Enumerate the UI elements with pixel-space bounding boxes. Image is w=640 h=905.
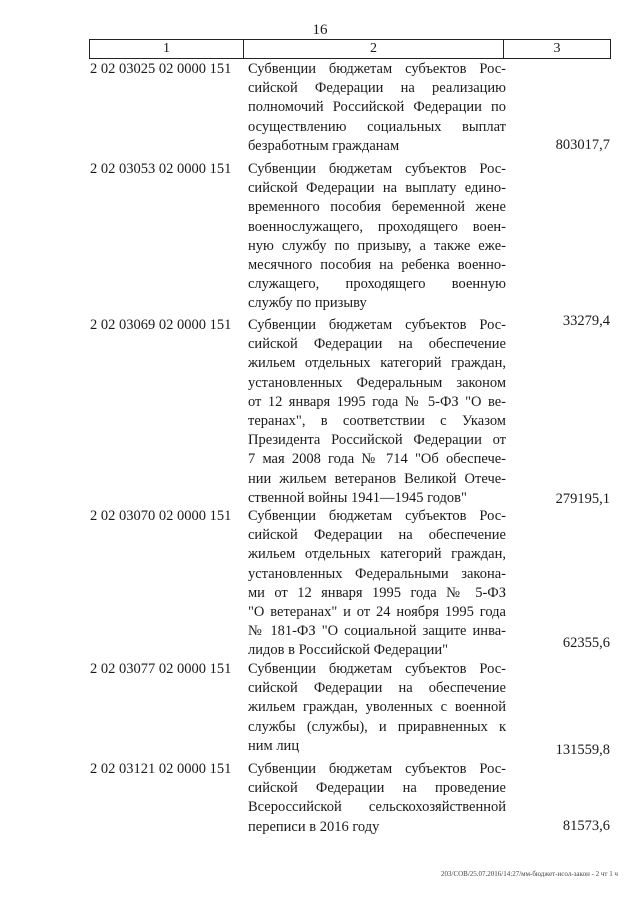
row-amount: 279195,1: [555, 491, 610, 507]
description-line: теранах", в соответствии с Указом: [248, 413, 506, 430]
description-line: ми от 12 января 1995 года № 5-ФЗ: [248, 584, 506, 601]
row-description: [248, 160, 506, 314]
budget-code: 2 02 03025 02 0000 151: [90, 61, 232, 77]
row-amount: 33279,4: [562, 313, 610, 329]
budget-code: 2 02 03069 02 0000 151: [90, 317, 232, 333]
description-line: Всероссийской сельскохозяйственной: [248, 799, 506, 816]
description-line: Субвенции бюджетам субъектов Рос-: [248, 661, 506, 677]
description-line: нии жильем ветеранов Великой Отече-: [248, 470, 506, 487]
description-line: ственной войны 1941—1945 годов": [248, 489, 467, 506]
description-line: Субвенции бюджетам субъектов Рос-: [248, 508, 506, 524]
row-amount: 81573,6: [562, 818, 610, 834]
description-line: Президента Российской Федерации от: [248, 432, 506, 449]
row-description: [248, 507, 506, 661]
description-line: ную службу по призыву, а также ежe-: [248, 237, 506, 254]
description-line: жильем отдельных категорий граждан,: [248, 355, 506, 372]
row-description: [248, 60, 506, 156]
description-line: сийской Федерации на обеспечение: [248, 680, 506, 697]
budget-code: 2 02 03070 02 0000 151: [90, 508, 232, 524]
description-line: жильем граждан, уволенных с военной: [248, 699, 506, 716]
row-amount: 131559,8: [555, 742, 610, 758]
description-line: месячного пособия на ребенка военно-: [248, 257, 506, 274]
description-line: жильем отдельных категорий граждан,: [248, 546, 506, 563]
header-col-3: 3: [553, 41, 561, 56]
row-amount: 62355,6: [562, 635, 610, 651]
description-line: осуществлению социальных выплат: [248, 118, 506, 135]
description-line: от 12 января 1995 года № 5-ФЗ "О ве-: [248, 393, 506, 410]
description-line: "О ветеранах" и от 24 ноября 1995 года: [248, 604, 506, 621]
description-line: полномочий Российской Федерации по: [248, 99, 506, 116]
description-line: сийской Федерации на обеспечение: [248, 336, 506, 353]
footer-document-mark: 203/СОВ/25.07.2016/14:27/мм-бюджет-исол-закон - 2 чт 1 ч: [441, 870, 618, 878]
description-line: военнослужащего, проходящего воен-: [248, 218, 506, 235]
row-description: [248, 316, 506, 508]
description-line: Субвенции бюджетам субъектов Рос-: [248, 761, 506, 777]
description-line: сийской Федерации на проведение: [248, 780, 506, 797]
table-header: [89, 39, 611, 59]
row-description: [248, 660, 506, 756]
budget-code: 2 02 03077 02 0000 151: [90, 661, 232, 677]
page-number: 16: [312, 22, 328, 38]
header-col-1: 1: [90, 40, 244, 58]
description-line: ним лиц: [248, 737, 300, 754]
header-col-2: 2: [244, 40, 504, 58]
description-line: службу по призыву: [248, 295, 367, 312]
budget-code: 2 02 03121 02 0000 151: [90, 761, 232, 777]
description-line: Субвенции бюджетам субъектов Рос-: [248, 317, 506, 333]
description-line: временного пособия беременной жене: [248, 199, 506, 216]
description-line: № 181-ФЗ "О социальной защите инва-: [248, 623, 506, 640]
description-line: переписи в 2016 году: [248, 818, 380, 835]
description-line: служащего, проходящего военную: [248, 276, 506, 293]
description-line: установленных Федеральными закона-: [248, 565, 506, 582]
row-amount: 803017,7: [555, 137, 610, 153]
description-line: установленных Федеральным законом: [248, 374, 506, 391]
description-line: сийской Федерации на обеспечение: [248, 527, 506, 544]
description-line: сийской Федерации на реализацию: [248, 80, 506, 97]
description-line: безработным гражданам: [248, 137, 400, 154]
description-line: Субвенции бюджетам субъектов Рос-: [248, 161, 506, 177]
description-line: лидов в Российской Федерации": [248, 642, 449, 659]
description-line: 7 мая 2008 года № 714 "Об обеспече-: [248, 451, 506, 468]
description-line: сийской Федерации на выплату едино-: [248, 180, 506, 197]
budget-code: 2 02 03053 02 0000 151: [90, 161, 232, 177]
description-line: службы (службы), и приравненных к: [248, 718, 506, 735]
row-description: [248, 760, 506, 837]
description-line: Субвенции бюджетам субъектов Рос-: [248, 61, 506, 77]
